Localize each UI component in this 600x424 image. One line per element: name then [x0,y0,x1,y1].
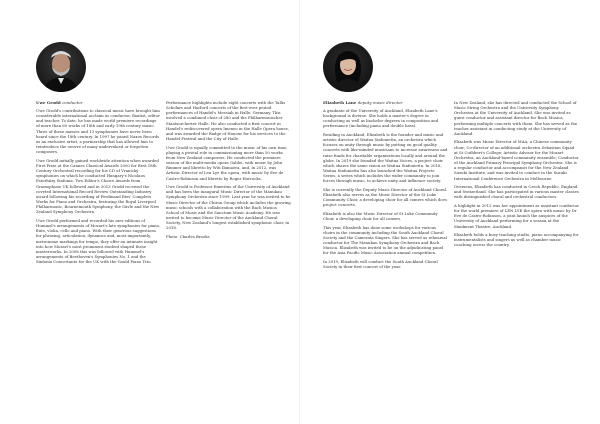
bio-paragraph: Uwe Grodd performed and recorded his new editions of Hummel's arrangements of Mozart's late symphonies for piano, flute, violin, cello and piano. With their generous suggestions for phrasing, articulation, dynamics and, most importantly, metronome markings for tempo, they offer an intimate insight into how Mozart's most prominent student shaped these masterworks. In 2008 this was followed with Hummel's arrangements of Beethoven's Symphonies No. 1 and the Sinfonía Concertante for the UK with the Gould Piano Trio. [36,217,161,265]
bio-paragraph: Uwe Grodd is Professor Emeritus of the University of Auckland and has been the inaugural Music Director of the Manukau Symphony Orchestra since 1999. Last year he was invited to be Music Director of the Chiron Group which includes the growing music schools with a collaboration with the Bach Musica School of Music and the Sanctum Music Academy. He was invited to become Music Director of the Auckland Choral Society, New Zealand's longest established symphonic choir, in 2018. [166,184,291,231]
bio-paragraph: Performance highlights include eight concerts with the Tallis Scholars and Harford concerts of the first-ever period performances of Handel's Messiah in Halle, Germany. This involved a combined choir of 280 and the Philharmonischer Staatsorchester Halle. He also conducted a first concert in Handel's rediscovered opera Imeneo in the Halle Opera house, and was awarded the Badge of Honour for his services to the Handel Festival and the City of Halle. [166,100,289,142]
bio-paragraph: Uwe Grodd initially gained worldwide attention when awarded First Prize at the Cannes Classical Awards 2000 for Best 18th Century Orchestral recording for his CD of Vranický symphonies on which he conducted Hungary's Nicolaus Esterházy Sinfonia. Two Editor's Choice Awards from Gramophone UK followed and in 2013 Grodd received the coveted International Record Review Outstanding Industry award following his recording of Ferdinand Ries' Complete Works for Piano and Orchestra, featuring the Royal Liverpool Philharmonic, Bournemouth Symphony, the Gävle and the New Zealand Symphony Orchestra. [36,157,160,215]
bio-name: Elizabeth Lane [323,100,357,105]
bio-paragraph: Overseas, Elizabeth has conducted in Czech Republic, England and Switzerland. She has participated in various master classes with distinguished choral and orchestral conductors. [454,184,579,200]
uwe-bio-column-1 [36,100,161,268]
bio-paragraph: Elizabeth is also the Music Director of St Luke Community Choir, a developing choir for all comers. [323,210,438,222]
page-divider [299,0,300,424]
bio-name: Uwe Grodd [36,100,61,105]
bio-role: conductor [62,100,83,105]
uwe-grodd-heading [36,100,161,106]
bio-paragraph: In 2019, Elizabeth will conduct the South Auckland Choral Society in their first concert of the year. [323,259,438,270]
bio-paragraph: She is currently the Deputy Music Director of Auckland Choral. Elizabeth also serves as the Music Director of the St Luke Community Choir, a developing choir for all comers which does project concerts. [323,186,448,208]
bio-paragraph: A highlight in 2012 was her appointment as assistant conductor for the world premiere of LEN LYE the opera with music by Dr Eve de Castro-Robinson, a joint launch the auspices of the University of Auckland performing for a season at the Maidment Theatre, Auckland. [454,202,579,229]
bio-paragraph: A graduate of the University of Auckland, Elizabeth Lane's background is diverse. She holds a master's degree in conducting as well as bachelor degrees in composition and performance (including piano and double bass). [323,107,439,129]
bio-paragraph: Uwe Grodd's contributions to classical music have brought him considerable international acclaim as conductor, flautist, editor and teacher. To date, he has made world premiere recordings of more than 60 works of 18th and early 19th century music. Three of these masses and 13 symphonies have never been heard since the 18th century. In 1997 he joined Naxos Records as an exclusive artist, a partnership that has allowed him to reintroduce the oeuvre of many undervalued or forgotten composers. [36,107,160,155]
uwe-grodd-portrait [36,42,86,92]
bio-paragraph: This year, Elizabeth has done some workshops for various choirs in the community including the South Auckland Choral Society and the Camerata Singers. She has served as rehearsal conductor for The Manukau Symphony Orchestra and Bach Musica. Elizabeth was invited to be on the adjudicating panel for the Asia Pacific Music Association annual competition. [323,224,447,256]
elizabeth-bio-column-1 [323,100,448,273]
deputy-director-photo [323,42,373,92]
bio-paragraph: Residing in Auckland, Elizabeth is the founder and music and artistic director of Waitua Sinfonietta, an orchestra which focuses on unity through music by putting on good quality concerts with like-minded musicians to increase awareness and raise funds for charitable organisations locally and around the globe. In 2019 she founded the Waitua Voices, a project choir which shares the same vision as Waitua Sinfonietta. In 2018, Waitua Sinfonietta has also launched the Waitua Projects Series, a series which includes the wider community to join forces through music, to achieve unity and influence society. [323,132,448,184]
conductor-photo [36,42,86,92]
bio-paragraph: Uwe Grodd is equally committed to the music of his own time, playing a pivotal role in commissioning more than 50 works from New Zealand composers. He conducted the premiere season of the multi-media opera Galilei, with music by John Rimmer and libretto by Witi Ihimaera, and, in 2012, was Artistic Director of Len Lye the opera, with music by Eve de Castro-Robinson and libretto by Roger Horrocks. [166,144,288,181]
bio-paragraph: In New Zealand, she has directed and conducted the School of Music String Orchestra and the University Symphony Orchestra at the University of Auckland. She was invited as guest conductor and assistant director for Bach Musica, performing multiple concerts with them. She has served as the teacher assistant in conducting study at the University of Auckland. [454,100,578,136]
bio-paragraph: Elizabeth was Music Director of MAA, a Chinese community choir; Co-director of an additional orchestra Sebastian Squad at St Cuthbert's College; Artistic Advisor for the Mozart Orchestra, an Auckland-based community ensemble; Conductor of the Auckland Primary Principal Symphony Orchestra. She is a regular conductor and accompanist for the New Zealand Suzuki Institute, and was invited to conduct in the Suzuki International Conference Orchestra in Melbourne. [454,139,579,181]
photo-credit: Photo: Charles Brooks [166,233,210,239]
bio-role: deputy music director [357,100,403,105]
uwe-bio-column-2 [166,100,291,242]
elizabeth-lane-portrait [323,42,373,92]
elizabeth-bio-column-2 [454,100,579,251]
elizabeth-lane-heading [323,100,448,106]
bio-paragraph: Elizabeth holds a busy teaching studio, piano accompanying for instrumentalists and singers as well as chamber music coaching across the country. [454,232,579,248]
